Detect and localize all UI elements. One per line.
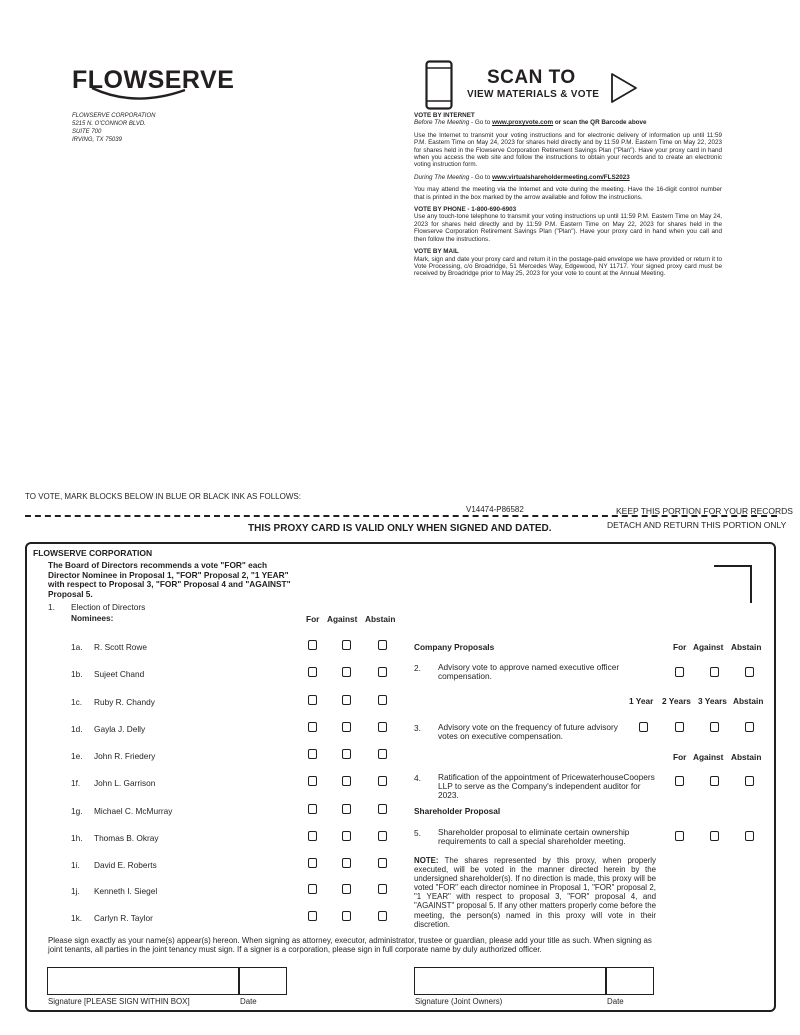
nominee-name: Carlyn R. Taylor [94,913,153,923]
against-checkbox[interactable] [342,776,351,786]
joint-signature-box[interactable] [414,967,606,995]
joint-date-label: Date [607,997,624,1006]
signature-date-label: Date [240,997,257,1006]
control-code: V14474-P86582 [466,505,524,514]
keep-portion-label: KEEP THIS PORTION FOR YOUR RECORDS [616,506,793,516]
nominee-number: 1g. [71,806,83,816]
nominee-number: 1c. [71,697,83,707]
against-checkbox[interactable] [342,804,351,814]
for-checkbox[interactable] [308,640,317,650]
p3-3years-checkbox[interactable] [710,722,719,732]
freq-2years-header: 2 Years [662,696,691,706]
p3-2years-checkbox[interactable] [675,722,684,732]
proposal-4-text: Ratification of the appointment of PricewaterhouseCoopers LLP to serve as the Company's independent auditor for 2023. [438,772,655,801]
phone-body: Use any touch-tone telephone to transmit your voting instructions up until 11:59 P.M. Eastern Time on May 24, 2023 for shares held directly and by 11:59 P.M. Eastern Time on May 22, 2023 for shares held in the Flowserve Corporation Retirement Savings Plan ("Plan"). Have your proxy card in hand when you call and then follow the instructions. [414,213,722,243]
signing-instructions: Please sign exactly as your name(s) appear(s) hereon. When signing as attorney, executor, administrator, trustee or guardian, please add your title as such. When signing as joint tenants, all parties in the joint tenancy must sign. If a signer is a corporation, please sign in full corporate name by duly authorized officer. [48,936,652,955]
note-label: NOTE: [414,856,439,865]
nominee-number: 1d. [71,724,83,734]
abstain-checkbox[interactable] [378,884,387,894]
p2-against-checkbox[interactable] [710,667,719,677]
nominee-name: Michael C. McMurray [94,806,173,816]
scan-subtitle: VIEW MATERIALS & VOTE [467,89,600,100]
against-checkbox[interactable] [342,749,351,759]
nominee-number: 1b. [71,669,83,679]
abstain-checkbox[interactable] [378,858,387,868]
nominee-number: 1a. [71,642,83,652]
for-checkbox[interactable] [308,749,317,759]
signature-date-box[interactable] [239,967,287,995]
p2-for-checkbox[interactable] [675,667,684,677]
proposal-4-number: 4. [414,773,421,783]
proposal-5-number: 5. [414,828,421,838]
to-vote-instruction: TO VOTE, MARK BLOCKS BELOW IN BLUE OR BLACK INK AS FOLLOWS: [25,492,301,501]
col-for-header: For [306,614,320,624]
nominee-name: John L. Garrison [94,778,156,788]
against-checkbox[interactable] [342,667,351,677]
internet-body: Use the Internet to transmit your voting instructions and for electronic delivery of information up until 11:59 P.M. Eastern Time on May 24, 2023 for shares held directly and by 11:59 P.M. Eastern Time on May 22, 2023 for shares held in the Flowserve Corporation Retirement Savings Plan ("Plan"). Have your proxy card in hand when you access the web site and follow the instructions to obtain your records and to create an electronic voting instruction form. [414,131,722,169]
flowserve-logo: FLOWSERVE [72,66,235,94]
during-meeting-text: - Go to [469,173,493,181]
company-address [72,112,232,144]
p4-for-checkbox[interactable] [675,776,684,786]
address-line-4: IRVING, TX 75039 [72,137,122,143]
nominee-number: 1j. [71,886,80,896]
against-checkbox[interactable] [342,695,351,705]
proposal-5-text: Shareholder proposal to eliminate certain ownership requirements to call a special shareholder meeting. [438,827,630,847]
nominee-number: 1h. [71,833,83,843]
card-company-name: FLOWSERVE CORPORATION [33,548,153,558]
nominee-number: 1e. [71,751,83,761]
p4-col-against-header: Against [693,752,724,762]
p3-abstain-checkbox[interactable] [745,722,754,732]
p4-col-abstain-header: Abstain [731,752,762,762]
election-number: 1. [48,602,55,612]
against-checkbox[interactable] [342,640,351,650]
for-checkbox[interactable] [308,804,317,814]
p5-abstain-checkbox[interactable] [745,831,754,841]
for-checkbox[interactable] [308,776,317,786]
before-meeting-label: Before The Meeting [414,119,470,127]
proxy-note [414,856,656,929]
smartphone-icon [425,60,453,110]
nominee-name: Kenneth I. Siegel [94,886,158,896]
voting-instructions [414,112,722,283]
address-line-1: FLOWSERVE CORPORATION [72,113,156,119]
p2-col-for-header: For [673,642,687,652]
shareholder-proposal-label: Shareholder Proposal [414,806,501,816]
nominee-name: R. Scott Rowe [94,642,148,652]
nominee-number: 1i. [71,860,80,870]
signature-label: Signature [PLEASE SIGN WITHIN BOX] [48,997,190,1006]
p5-for-checkbox[interactable] [675,831,684,841]
detach-line [25,515,777,517]
signature-box[interactable] [47,967,239,995]
election-label: Election of Directors [71,602,146,612]
proposal-2-number: 2. [414,663,421,673]
company-proposals-label: Company Proposals [414,642,495,652]
arrow-play-icon [610,72,638,104]
mail-body: Mark, sign and date your proxy card and return it in the postage-paid envelope we have provided or return it to Vote Processing, c/o Broadridge, 51 Mercedes Way, Edgewood, NY 11717. Your signed proxy card must be received by Broadridge prior to May 25, 2023 for your vote to count at the Annual Meeting. [414,255,722,278]
nominee-name: Thomas B. Okray [94,833,159,843]
joint-date-box[interactable] [606,967,654,995]
freq-1year-header: 1 Year [629,696,654,706]
detach-portion-label: DETACH AND RETURN THIS PORTION ONLY [607,520,787,530]
proposal-3-text: Advisory vote on the frequency of future advisory votes on executive compensation. [438,722,618,742]
proposal-3-number: 3. [414,723,421,733]
for-checkbox[interactable] [308,695,317,705]
proposal-2-text: Advisory vote to approve named executive officer compensation. [438,662,620,682]
address-line-2: 5215 N. O'CONNOR BLVD. [72,121,146,127]
abstain-checkbox[interactable] [378,749,387,759]
during-meeting-body: You may attend the meeting via the Internet and vote during the meeting. Have the 16-digit control number that is printed in the box marked by the arrow available and follow the instructions. [414,186,722,201]
freq-abstain-header: Abstain [733,696,764,706]
logo-swoosh-icon [90,86,190,102]
against-checkbox[interactable] [342,831,351,841]
nominee-name: David E. Roberts [94,860,157,870]
for-checkbox[interactable] [308,911,317,921]
note-text: The shares represented by this proxy, when properly executed, will be voted in the manner directed herein by the undersigned shareholder(s). If no direction is made, this proxy will be voted "FOR" each director nominee in Proposal 1, "FOR" proposal 2, "1 YEAR" with respect to proposal 3, "FOR" proposal 4, and "AGAINST" proposal 5. If any other matters properly come before the meeting, the person(s) named in this proxy will vote in their discretion. [414,856,656,929]
before-meeting-tail: or scan the QR Barcode above [553,119,647,127]
phone-heading: VOTE BY PHONE - 1-800-690-6903 [414,206,517,214]
for-checkbox[interactable] [308,884,317,894]
p4-abstain-checkbox[interactable] [745,776,754,786]
p2-abstain-checkbox[interactable] [745,667,754,677]
before-meeting-text: - Go to [469,119,493,127]
address-line-3: SUITE 700 [72,129,102,135]
against-checkbox[interactable] [342,884,351,894]
abstain-checkbox[interactable] [378,831,387,841]
for-checkbox[interactable] [308,831,317,841]
nominee-number: 1f. [71,778,81,788]
for-checkbox[interactable] [308,722,317,732]
p4-against-checkbox[interactable] [710,776,719,786]
p2-col-abstain-header: Abstain [731,642,762,652]
p2-col-against-header: Against [693,642,724,652]
nominees-label: Nominees: [71,613,114,623]
col-against-header: Against [327,614,358,624]
against-checkbox[interactable] [342,911,351,921]
during-meeting-line [414,174,722,181]
for-checkbox[interactable] [308,858,317,868]
scan-title: SCAN TO [487,67,576,88]
p3-1year-checkbox[interactable] [639,722,648,732]
proxyvote-link[interactable]: www.proxyvote.com [492,119,554,127]
internet-heading: VOTE BY INTERNET [414,112,475,119]
nominee-name: Gayla J. Delly [94,724,146,734]
against-checkbox[interactable] [342,858,351,868]
abstain-checkbox[interactable] [378,722,387,732]
mail-heading: VOTE BY MAIL [414,248,459,256]
nominee-name: Sujeet Chand [94,669,145,679]
p4-col-for-header: For [673,752,687,762]
virtual-meeting-link[interactable]: www.virtualshareholdermeeting.com/FLS2023 [492,173,630,181]
freq-3years-header: 3 Years [698,696,727,706]
board-recommendation: The Board of Directors recommends a vote "FOR" each Director Nominee in Proposal 1, "FOR" Proposal 2, "1 YEAR" with respect to Proposal 3, "FOR" Proposal 4 and "AGAINST" Proposal 5. [48,560,291,599]
abstain-checkbox[interactable] [378,776,387,786]
abstain-checkbox[interactable] [378,804,387,814]
joint-signature-label: Signature (Joint Owners) [415,997,503,1006]
p5-against-checkbox[interactable] [710,831,719,841]
during-meeting-label: During The Meeting [414,173,470,181]
nominee-name: Ruby R. Chandy [94,697,155,707]
nominee-number: 1k. [71,913,83,923]
abstain-checkbox[interactable] [378,911,387,921]
col-abstain-header: Abstain [365,614,396,624]
control-number-corner-mark [714,565,752,603]
for-checkbox[interactable] [308,667,317,677]
before-meeting-line [414,119,722,126]
nominee-name: John R. Friedery [94,751,156,761]
abstain-checkbox[interactable] [378,695,387,705]
against-checkbox[interactable] [342,722,351,732]
abstain-checkbox[interactable] [378,667,387,677]
valid-notice: THIS PROXY CARD IS VALID ONLY WHEN SIGNED AND DATED. [248,523,552,534]
abstain-checkbox[interactable] [378,640,387,650]
